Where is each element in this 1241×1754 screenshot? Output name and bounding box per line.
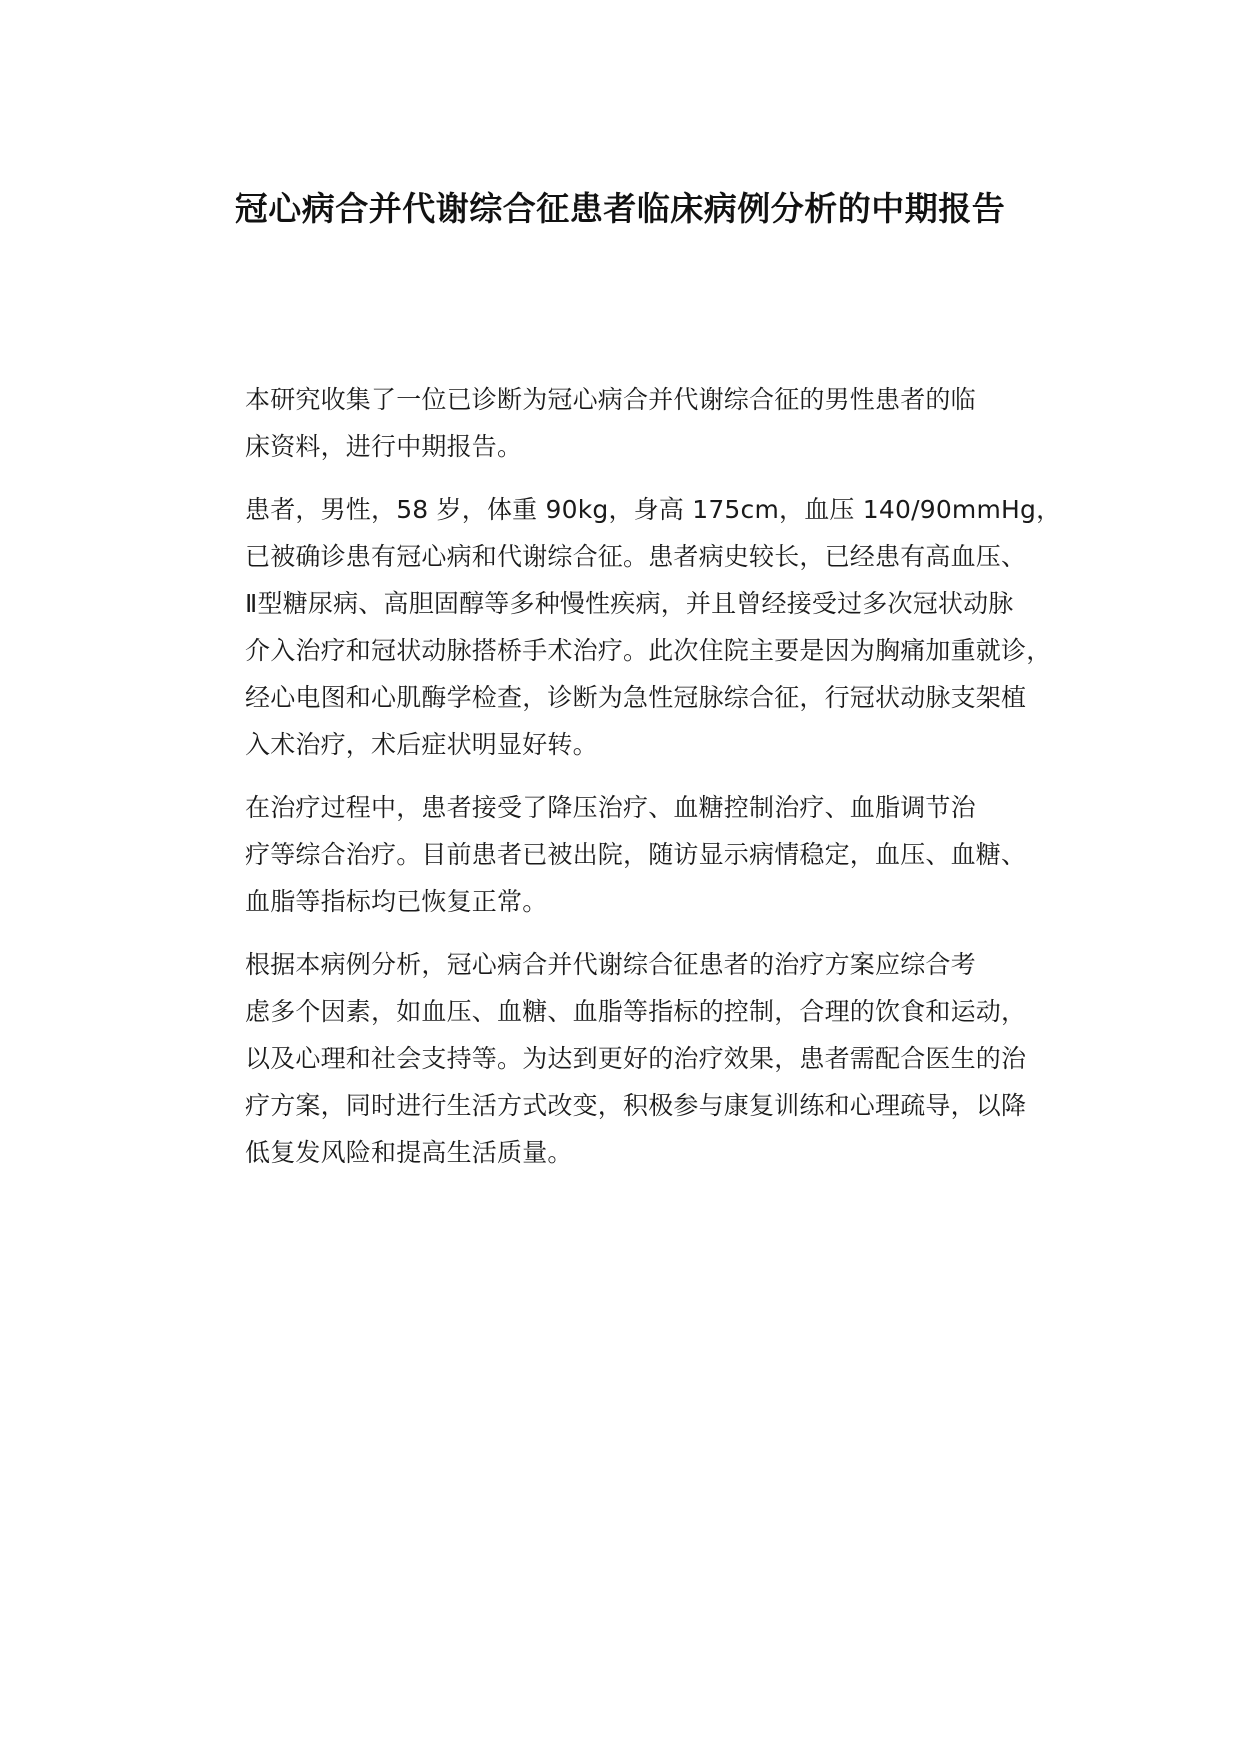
- paragraph-introduction: [188, 376, 1078, 470]
- paragraph-line: 低复发风险和提高生活质量。: [245, 1138, 573, 1167]
- paragraph-line: 根据本病例分析，冠心病合并代谢综合征患者的治疗方案应综合考: [245, 950, 976, 979]
- document-title: 冠心病合并代谢综合征患者临床病例分析的中期报告: [234, 189, 1006, 228]
- paragraph-line: 已被确诊患有冠心病和代谢综合征。患者病史较长，已经患有高血压、: [245, 542, 1027, 571]
- paragraph-conclusion: [188, 941, 1078, 1176]
- paragraph-line: 本研究收集了一位已诊断为冠心病合并代谢综合征的男性患者的临: [245, 385, 976, 414]
- paragraph-line: 血脂等指标均已恢复正常。: [245, 887, 548, 916]
- paragraph-line: 床资料，进行中期报告。: [245, 432, 523, 461]
- paragraph-line: 疗方案，同时进行生活方式改变，积极参与康复训练和心理疏导，以降: [245, 1091, 1027, 1120]
- paragraph-line: 经心电图和心肌酶学检查，诊断为急性冠脉综合征，行冠状动脉支架植: [245, 683, 1027, 712]
- paragraph-treatment: [188, 784, 1078, 925]
- paragraph-line: 介入治疗和冠状动脉搭桥手术治疗。此次住院主要是因为胸痛加重就诊，: [245, 636, 1052, 665]
- paragraph-line: 在治疗过程中，患者接受了降压治疗、血糖控制治疗、血脂调节治: [245, 793, 976, 822]
- paragraph-line: 入术治疗，术后症状明显好转。: [245, 730, 598, 759]
- paragraph-patient-history: [188, 486, 1078, 768]
- paragraph-line: 疗等综合治疗。目前患者已被出院，随访显示病情稳定，血压、血糖、: [245, 840, 1027, 869]
- paragraph-line: 虑多个因素，如血压、血糖、血脂等指标的控制，合理的饮食和运动，: [245, 997, 1027, 1026]
- document-body: [188, 376, 1078, 1192]
- paragraph-line: 患者，男性，58 岁，体重 90kg，身高 175cm，血压 140/90mmHg，: [245, 495, 1062, 524]
- paragraph-line: 以及心理和社会支持等。为达到更好的治疗效果，患者需配合医生的治: [245, 1044, 1027, 1073]
- paragraph-line: Ⅱ型糖尿病、高胆固醇等多种慢性疾病，并且曾经接受过多次冠状动脉: [245, 589, 1014, 618]
